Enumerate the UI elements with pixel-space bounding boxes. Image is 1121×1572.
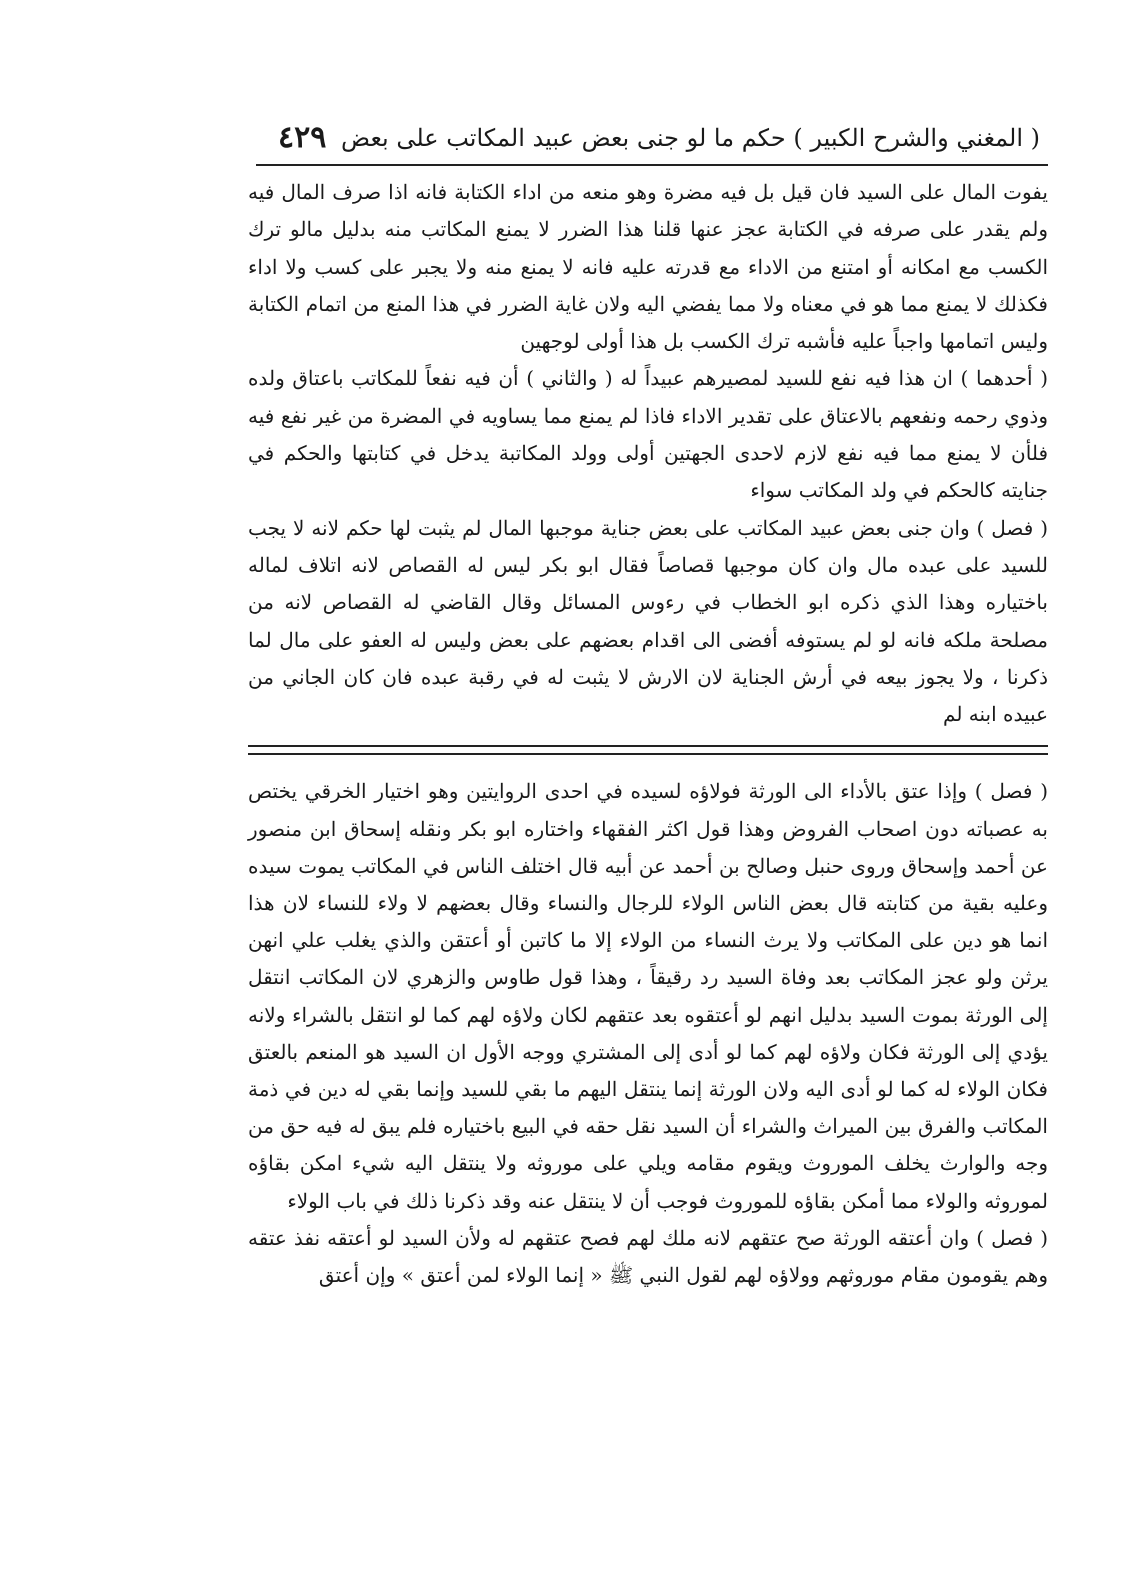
main-paragraph: يفوت المال على السيد فان قيل بل فيه مضرة وهو منعه من اداء الكتابة فانه اذا صرف المال فيه ولم يقدر على صرفه في الكتابة عجز عنها قلنا هذا الضرر لا يمنع المكاتب منه بدليل مالو ترك الكسب مع امكانه أو امتنع من الاداء مع قدرته عليه فانه لا يمنع منه ولا يجبر على كسب ولا اداء فكذلك لا يمنع مما هو في معناه ولا مما يفضي اليه ولان غاية الضرر في هذا المنع من اتمام الكتابة وليس اتمامها واجباً عليه فأشبه ترك الكسب بل هذا أولى لوجهين [248,180,1048,354]
main-text-section [248,174,1048,733]
page-header [248,120,1048,166]
book-page [248,120,1048,1294]
main-paragraph: ( فصل ) وان جنى بعض عبيد المكاتب على بعض جناية موجبها المال لم يثبت لها حكم لانه لا يجب للسيد على عبده مال وان كان موجبها قصاصاً فقال ابو بكر ليس له القصاص لانه اتلاف لماله باختياره وهذا الذي ذكره ابو الخطاب في رءوس المسائل وقال القاضي له القصاص لانه من مصلحة ملكه فانه لو لم يستوفه أفضى الى اقدام بعضهم على بعض وليس له العفو على مال لما ذكرنا ، ولا يجوز بيعه في أرش الجناية لان الارش لا يثبت له في رقبة عبده فان كان الجاني من عبيده ابنه لم [248,515,1048,727]
commentary-paragraph: ( فصل ) وان أعتقه الورثة صح عتقهم لانه ملك لهم فصح عتقهم له ولأن السيد لو أعتقه نفذ عتقه وهم يقومون مقام موروثهم وولاؤه لهم لقول النبي ﷺ « إنما الولاء لمن أعتق » وإن أعتق [248,1225,1048,1288]
header-rule [256,164,1048,166]
running-title: ( المغني والشرح الكبير ) حكم ما لو جنى بعض عبيد المكاتب على بعض [341,124,1040,152]
section-divider [248,745,1048,755]
page-number: ٤٢٩ [278,120,327,155]
main-paragraph: ( أحدهما ) ان هذا فيه نفع للسيد لمصيرهم عبيداً له ( والثاني ) أن فيه نفعاً للمكاتب باعتاق ولده وذوي رحمه ونفعهم بالاعتاق على تقدير الاداء فاذا لم يمنع مما يساويه في المضرة من غير نفع فيه فلأن لا يمنع مما فيه نفع لازم لاحدى الجهتين أولى وولد المكاتبة يدخل في كتابتها والحكم في جنايته كالحكم في ولد المكاتب سواء [248,366,1048,503]
commentary-paragraph: ( فصل ) وإذا عتق بالأداء الى الورثة فولاؤه لسيده في احدى الروايتين وهو اختيار الخرقي يختص به عصباته دون اصحاب الفروض وهذا قول اكثر الفقهاء واختاره ابو بكر ونقله إسحاق ابن منصور عن أحمد وإسحاق وروى حنبل وصالح بن أحمد عن أبيه قال اختلف الناس في المكاتب يموت سيده وعليه بقية من كتابته قال بعض الناس الولاء للرجال والنساء وقال بعضهم لا ولاء للنساء لان هذا انما هو دين على المكاتب ولا يرث النساء من الولاء إلا ما كاتبن أو أعتقن والذي يغلب علي انهن يرثن ولو عجز المكاتب بعد وفاة السيد رد رقيقاً ، وهذا قول طاوس والزهري لان المكاتب انتقل إلى الورثة بموت السيد بدليل انهم لو أعتقوه بعد عتقهم لكان ولاؤه لهم كما لو انتقل بالشراء ولانه يؤدي إلى الورثة فكان ولاؤه لهم كما لو أدى إلى المشتري ووجه الأول ان السيد هو المنعم بالعتق فكان الولاء له كما لو أدى اليه ولان الورثة إنما ينتقل اليهم ما بقي للسيد وإنما بقي له دين في ذمة المكاتب والفرق بين الميراث والشراء أن السيد نقل حقه في البيع باختياره فلم يبق له فيه حق من وجه والوارث يخلف الموروث ويقوم مقامه ويلي على موروثه ولا ينتقل اليه شيء امكن بقاؤه لموروثه والولاء مما أمكن بقاؤه للموروث فوجب أن لا ينتقل عنه وقد ذكرنا ذلك في باب الولاء [248,779,1048,1213]
commentary-text-section [248,773,1048,1294]
